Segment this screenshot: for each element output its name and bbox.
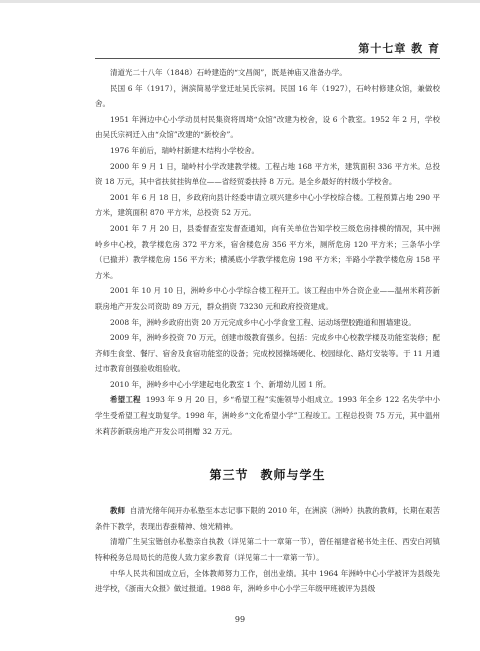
paragraph: 2001 年 6 月 18 日，乡政府向县计经委申请立项兴建乡中心小学校综合楼。工程预算占地 290 平方米，建筑面积 870 平方米，总投资 52 万元。 xyxy=(95,192,440,218)
chapter-divider xyxy=(95,58,440,59)
paragraph: 1951 年洲边中心小学动员村民集资将周埼“众馆”改建为校舍，设 6 个教室。1952 年 2 月，学校由吴氏宗祠迁入由“众馆”改建的“新校舍”。 xyxy=(95,114,440,140)
paragraph: 清增广生吴宝锴创办私塾亲自执教（详见第二十一章第一节），曾任福建省秘书处主任、西安白河镇特种税务总局局长的范俊人致力家乡教育（详见第二十一章第一节）。 xyxy=(95,537,440,563)
paragraph: 2001 年 7 月 20 日，县委督查室发督查通知，向有关单位告知学校三级危房排模的情况，其中洲岭乡中心校，教学楼危房 372 平方米，宿舍楼危房 356 平方米，厕所危房 120 平方米；三条华小学（已撤并）教学楼危房 156 平方米；横溪底小学教学楼危房 198 平方米；半路小学教学楼危房 158 平方米。 xyxy=(95,223,440,280)
paragraph: 1976 年前后，瑞岭村新建木结构小学校舍。 xyxy=(110,145,259,155)
teachers-term: 教师 xyxy=(110,506,126,516)
teachers-paragraph xyxy=(95,503,440,534)
paragraph: 清道光二十八年（1848）石岭建造的“文昌阁”，既是神庙又准备办学。 xyxy=(110,68,347,77)
chapter-title: 第十七章 教 育 xyxy=(358,42,440,55)
section-number: 第三节 xyxy=(209,468,249,483)
paragraph: 2009 年，洲岭乡投资 70 万元，创建市级教育强乡。包括：完成乡中心校教学楼及功能室装修；配齐师生食堂、餐厅、宿舍及食宿功能室的设备；完成校园操场硬化、校园绿化、路灯安装等。于 11 月通过市教育创强验收组验收。 xyxy=(95,333,440,374)
hope-project-paragraph xyxy=(95,392,440,439)
hope-project-text: 1993 年 9 月 20 日，乡“希望工程”实施领导小组成立。1993 年全乡 122 名失学中小学生受希望工程支助复学。1998 年，洲岭乡“文化希望小学”工程竣工。工程总投资 75 万元，其中温州米莉莎新联房地产开发公司捐赠 32 万元。 xyxy=(95,395,440,436)
header-rule xyxy=(0,0,480,3)
section-heading xyxy=(95,466,440,483)
paragraph: 2008 年，洲岭乡政府出资 20 万元完成乡中心小学食堂工程、运动场塑胶跑道和围墙建设。 xyxy=(110,317,416,327)
paragraph: 2010 年，洲岭乡中心小学建起电化教室 1 个、新增幼儿园 1 所。 xyxy=(110,379,331,389)
paragraph: 民国 6 年（1917），洲滨简易学堂迁址吴氏宗祠。民国 16 年（1927），石岭村修建众馆，兼做校舍。 xyxy=(95,83,440,109)
paragraph: 2001 年 10 月 10 日，洲岭乡中心小学综合楼工程开工。该工程由中外合资企业——温州米莉莎新联房地产开发公司资助 89 万元，群众捐资 73230 元和政府投资建成。 xyxy=(95,286,440,311)
teachers-text: 自清光绪年间开办私塾至本志记事下限的 2010 年，在洲滨（洲岭）执教的教师，长期在艰苦条件下教学，表现出春蚕精神、烛光精神。 xyxy=(95,506,441,531)
paragraph: 中华人民共和国成立后，全体教师努力工作，创出业绩。其中 1964 年洲岭中心小学被评为县级先进学校，《浙南大众报》做过报道。1988 年，洲岭乡中心小学三年级甲班被评为县级 xyxy=(95,568,440,594)
paragraph: 2000 年 9 月 1 日，瑞岭村小学改建教学楼。工程占地 168 平方米，建筑面积 336 平方米。总投资 18 万元，其中省扶贫挂钩单位——省经贸委扶持 8 万元。是全乡最好的村级小学校舍。 xyxy=(95,161,440,187)
hope-project-term: 希望工程 xyxy=(110,395,141,405)
page-content xyxy=(95,65,440,597)
section-title: 教师与学生 xyxy=(260,468,326,483)
page-number: 99 xyxy=(234,615,246,624)
